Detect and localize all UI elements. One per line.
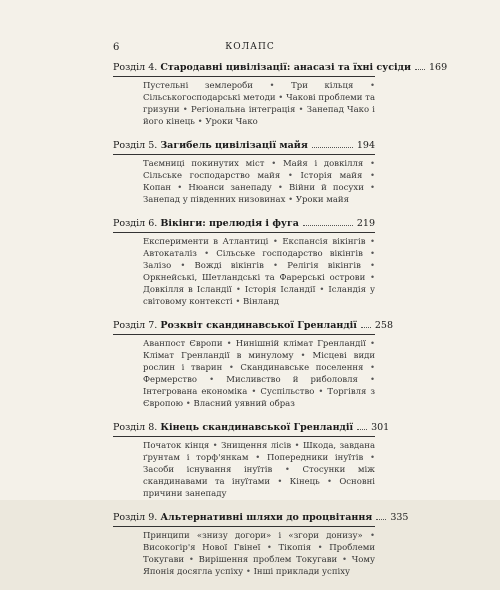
toc-entry: [113, 512, 409, 578]
topic-item: Інтегрована економіка: [143, 387, 248, 397]
topic-item: Уроки Чако: [205, 117, 258, 127]
topic-separator: •: [357, 375, 375, 385]
topic-separator: •: [222, 363, 241, 373]
heading-rule: [113, 232, 375, 233]
topic-item: Засоби існування інуїтів: [143, 465, 273, 475]
topic-item: Автокаталіз: [143, 249, 197, 259]
topic-item: Тікопія: [278, 543, 312, 553]
topic-separator: •: [179, 105, 191, 115]
topic-separator: •: [268, 237, 283, 247]
dot-leader: [303, 225, 353, 226]
topic-item: Шкода, завдана ґрунтам і торф'янкам: [143, 441, 376, 463]
topic-separator: •: [365, 273, 375, 283]
topic-item: Скандинавське поселення: [240, 363, 364, 373]
topic-separator: •: [171, 261, 195, 271]
topic-item: Пустельні землероби: [143, 81, 253, 91]
topic-separator: •: [243, 567, 254, 577]
chapter-topics: [113, 530, 375, 578]
topic-item: Принципи «знизу догори» і «згори донизу»: [143, 531, 363, 541]
topic-item: Таємниці покинутих міст: [143, 159, 265, 169]
page-number: 6: [113, 42, 120, 53]
topic-item: Суспільство: [260, 387, 315, 397]
dot-leader: [357, 429, 367, 430]
topic-separator: •: [311, 543, 330, 553]
topic-item: Регіональна інтеграція: [190, 105, 296, 115]
chapter-page-number: 301: [371, 422, 390, 433]
toc-entry: [113, 218, 375, 308]
topic-separator: •: [232, 297, 244, 307]
dot-leader: [361, 327, 371, 328]
topic-separator: •: [293, 351, 313, 361]
topic-separator: •: [252, 81, 292, 91]
dot-leader: [312, 147, 353, 148]
topic-item: Довкілля в Ісландії: [143, 285, 232, 295]
chapter-title: Вікінги: прелюдія і фуга: [160, 218, 299, 229]
topic-separator: •: [196, 375, 227, 385]
chapter-heading: [113, 218, 375, 230]
topic-separator: •: [260, 543, 279, 553]
topic-item: Оркнейські, Шетландські та Фарерські острови: [143, 273, 366, 283]
chapter-label: Розділ 4.: [113, 62, 158, 73]
topic-item: Занепад у південних низовинах: [143, 195, 286, 205]
topic-separator: •: [362, 249, 376, 259]
topic-separator: •: [209, 441, 222, 451]
topic-separator: •: [184, 555, 199, 565]
topic-separator: •: [264, 159, 283, 169]
topic-separator: •: [353, 81, 375, 91]
topic-separator: •: [337, 555, 352, 565]
topic-separator: •: [363, 159, 376, 169]
topic-separator: •: [194, 117, 206, 127]
topic-item: Копан: [143, 183, 172, 193]
chapter-topics: [113, 80, 375, 128]
topic-item: Історія майя: [300, 171, 363, 181]
chapter-page-number: 335: [390, 512, 409, 523]
topic-separator: •: [285, 195, 296, 205]
chapter-topics: [113, 440, 375, 500]
topic-item: Ісландія у світовому контексті: [143, 285, 375, 307]
topic-item: Майя і довкілля: [282, 159, 364, 169]
heading-rule: [113, 154, 375, 155]
heading-rule: [113, 436, 375, 437]
topic-item: Кінець: [289, 477, 320, 487]
topic-item: Сільськогосподарські методи: [143, 93, 276, 103]
table-of-contents: [113, 62, 448, 590]
toc-entry: [113, 140, 375, 206]
topic-item: Власний уявний образ: [193, 399, 295, 409]
chapter-label: Розділ 5.: [113, 140, 158, 151]
topic-item: Чому Японія досягла успіху: [143, 555, 376, 577]
topic-item: Знищення лісів: [221, 441, 292, 451]
topic-item: Релігія вікінгів: [287, 261, 361, 271]
chapter-heading: [113, 320, 394, 332]
toc-entry: [113, 62, 448, 128]
chapter-title: Кінець скандинавської Гренландії: [160, 422, 354, 433]
topic-item: Інші приклади успіху: [253, 567, 351, 577]
topic-separator: •: [231, 285, 245, 295]
chapter-title: Альтернативні шляхи до процвітання: [160, 512, 373, 523]
running-title: КОЛАПС: [225, 42, 275, 52]
chapter-label: Розділ 8.: [113, 422, 158, 433]
topic-item: Аванпост Європи: [143, 339, 223, 349]
heading-rule: [113, 76, 375, 77]
topic-item: Залізо: [143, 261, 172, 271]
chapter-page-number: 169: [429, 62, 448, 73]
topic-item: Попередники інуїтів: [266, 453, 364, 463]
topic-separator: •: [291, 441, 303, 451]
chapter-page-number: 219: [356, 218, 375, 229]
chapter-label: Розділ 7.: [113, 320, 158, 331]
topic-separator: •: [295, 105, 307, 115]
chapter-topics: [113, 338, 375, 410]
topic-separator: •: [263, 261, 288, 271]
topic-item: Проблеми Токугави: [143, 543, 376, 565]
dot-leader: [376, 519, 386, 520]
topic-item: Основні причини занепаду: [143, 477, 375, 499]
chapter-page-number: 258: [374, 320, 394, 331]
topic-separator: •: [271, 183, 290, 193]
topic-separator: •: [275, 93, 287, 103]
topic-item: Вінланд: [243, 297, 280, 307]
topic-item: Вожді вікінгів: [194, 261, 264, 271]
topic-separator: •: [314, 387, 328, 397]
toc-entry: [113, 320, 394, 410]
topic-separator: •: [360, 261, 376, 271]
topic-item: Історія Ісландії: [244, 285, 316, 295]
topic-item: Експерименти в Атлантиці: [143, 237, 269, 247]
topic-item: Сільське господарство вікінгів: [216, 249, 363, 259]
topic-item: Експансія вікінгів: [282, 237, 366, 247]
topic-separator: •: [280, 171, 301, 181]
topic-separator: •: [365, 237, 375, 247]
topic-separator: •: [247, 387, 261, 397]
chapter-heading: [113, 512, 409, 524]
topic-item: Війни й посухи: [289, 183, 364, 193]
topic-separator: •: [363, 183, 375, 193]
chapter-page-number: 194: [356, 140, 375, 151]
chapter-heading: [113, 140, 375, 152]
topic-item: Нюанси занепаду: [188, 183, 272, 193]
chapter-title: Стародавні цивілізації: анасазі та їхні сусіди: [160, 62, 412, 73]
topic-item: Торгівля з Європою: [143, 387, 376, 409]
chapter-label: Розділ 9.: [113, 512, 158, 523]
heading-rule: [113, 526, 375, 527]
chapter-label: Розділ 6.: [113, 218, 158, 229]
chapter-title: Розквіт скандинавської Гренландії: [160, 320, 357, 331]
dot-leader: [415, 69, 425, 70]
topic-separator: •: [362, 171, 375, 181]
topic-separator: •: [363, 363, 375, 373]
topic-item: Занепад Чако і його кінець: [143, 105, 376, 127]
chapter-topics: [113, 236, 375, 308]
chapter-heading: [113, 62, 448, 74]
chapter-topics: [113, 158, 375, 206]
topic-separator: •: [365, 339, 376, 349]
topic-item: Клімат Гренландії в минулому: [143, 351, 294, 361]
topic-separator: •: [362, 531, 375, 541]
topic-separator: •: [319, 477, 340, 487]
topic-item: Місцеві види рослин і тварин: [143, 351, 376, 373]
topic-separator: •: [171, 183, 189, 193]
heading-rule: [113, 334, 375, 335]
topic-item: Фермерство: [143, 375, 197, 385]
topic-item: Мисливство й риболовля: [226, 375, 358, 385]
topic-item: Високогір'я Нової Гвінеї: [143, 543, 261, 553]
topic-separator: •: [315, 285, 329, 295]
topic-item: Уроки майя: [295, 195, 349, 205]
topic-separator: •: [183, 399, 194, 409]
topic-item: Нинішній клімат Гренландії: [235, 339, 366, 349]
topic-separator: •: [222, 339, 236, 349]
topic-item: Чакові проблеми та гризуни: [143, 93, 376, 115]
topic-item: Стосунки між скандинавами та інуїтами: [143, 465, 375, 487]
toc-entry: [113, 422, 390, 500]
topic-separator: •: [196, 249, 217, 259]
topic-item: Початок кінця: [143, 441, 210, 451]
topic-separator: •: [270, 477, 290, 487]
chapter-title: Загибель цивілізації майя: [160, 140, 308, 151]
topic-separator: •: [363, 453, 375, 463]
topic-item: Вирішення проблем Токугави: [198, 555, 338, 565]
topic-separator: •: [272, 465, 303, 475]
topic-item: Сільське господарство майя: [143, 171, 281, 181]
topic-item: Три кільця: [291, 81, 354, 91]
topic-separator: •: [248, 453, 267, 463]
chapter-heading: [113, 422, 390, 434]
